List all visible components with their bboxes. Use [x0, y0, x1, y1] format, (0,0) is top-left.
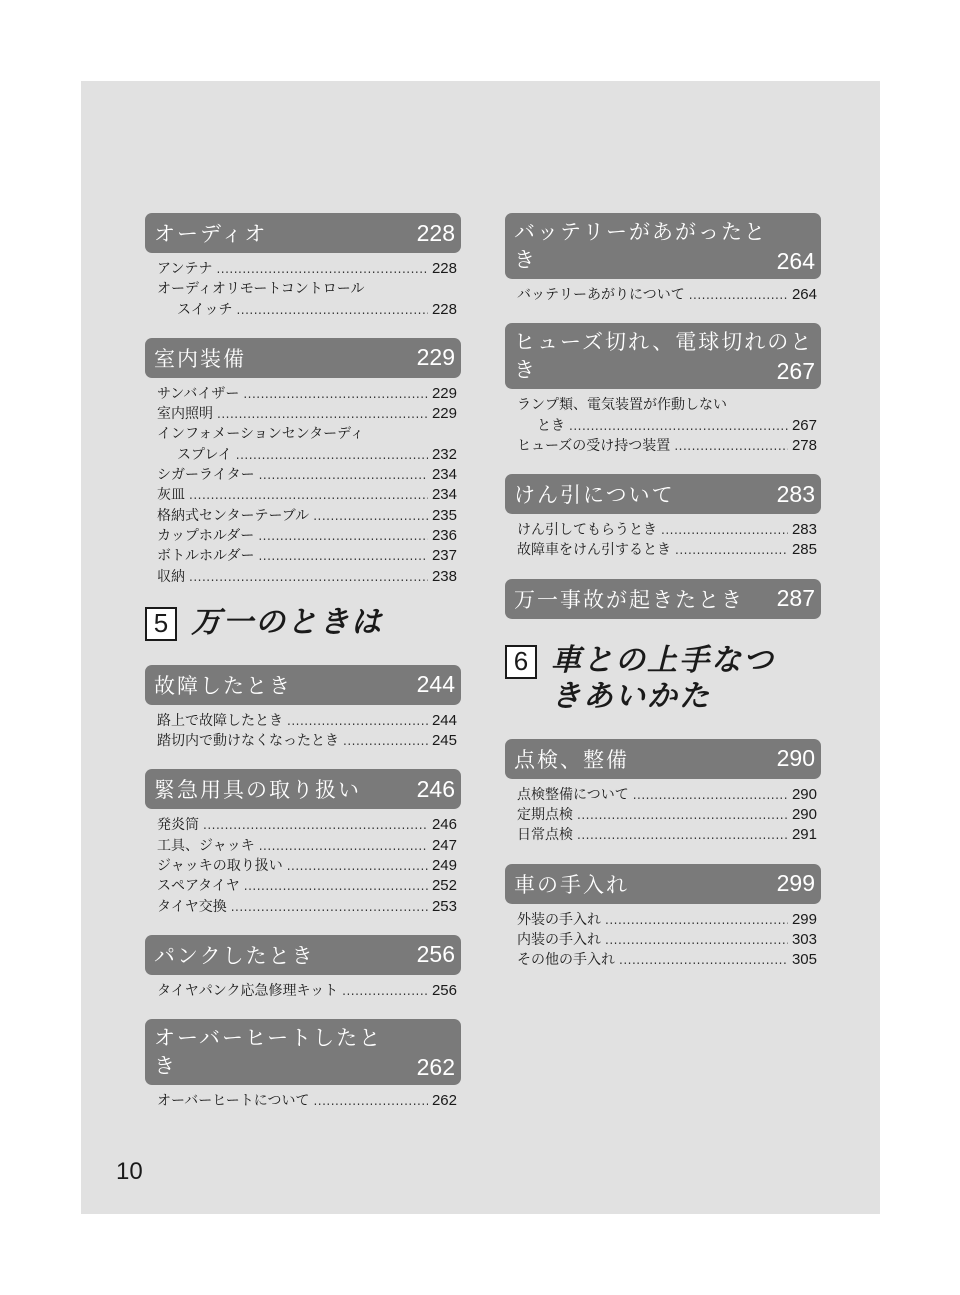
toc-entry-page: 229	[431, 405, 457, 423]
toc-entry-title: オーディオリモートコントロール	[157, 281, 365, 298]
toc-entry-page: 237	[431, 547, 457, 565]
toc-entry[interactable]	[517, 520, 817, 540]
section-title: ヒューズ切れ、電球切れのと き	[514, 330, 814, 383]
dot-leader	[577, 805, 788, 825]
toc-entry[interactable]	[157, 506, 457, 526]
dot-leader	[689, 285, 788, 305]
dot-leader	[259, 465, 428, 485]
toc-entry[interactable]	[517, 785, 817, 805]
dot-leader	[287, 856, 428, 876]
toc-entry-title: 室内照明	[157, 406, 213, 423]
section-header[interactable]	[505, 474, 821, 514]
toc-entry[interactable]	[157, 897, 457, 917]
toc-entry[interactable]	[157, 404, 457, 424]
section-header[interactable]	[505, 579, 821, 619]
toc-entry-title: 点検整備について	[517, 786, 629, 803]
toc-entry-row	[157, 300, 457, 320]
section-title: けん引について	[514, 483, 675, 508]
toc-entry[interactable]	[157, 259, 457, 279]
toc-entry[interactable]	[157, 711, 457, 731]
dot-leader	[259, 836, 428, 856]
toc-entry-page: 278	[791, 436, 817, 454]
chapter-number: 5	[145, 607, 177, 641]
dot-leader	[343, 731, 428, 751]
toc-entry-page: 246	[431, 816, 457, 834]
toc-entry-title: 灰皿	[157, 487, 185, 504]
toc-entry[interactable]	[157, 526, 457, 546]
section-title: 室内装備	[154, 346, 246, 371]
section-header[interactable]	[145, 769, 461, 809]
toc-entry-title: 定期点検	[517, 807, 573, 824]
dot-leader	[313, 1091, 428, 1111]
toc-entry-title-cont: スイッチ	[177, 301, 233, 318]
toc-entry-page: 252	[431, 877, 457, 895]
toc-entry[interactable]	[517, 540, 817, 560]
toc-entry-page: 228	[431, 260, 457, 277]
toc-entry-title: ジャッキの取り扱い	[157, 858, 283, 875]
dot-leader	[203, 815, 428, 835]
toc-entry-page: 290	[791, 806, 817, 824]
chapter-number: 6	[505, 645, 537, 679]
section-page-number: 267	[776, 358, 815, 385]
toc-entry-page: 283	[791, 521, 817, 539]
toc-entry-row	[517, 416, 817, 436]
chapter-title: 車との上手なつ きあいかた	[551, 642, 775, 714]
dot-leader	[674, 436, 788, 456]
section-title: 車の手入れ	[514, 872, 629, 897]
toc-entry-page: 244	[431, 711, 457, 729]
toc-entry[interactable]	[157, 836, 457, 856]
toc-entry-page: 305	[791, 951, 817, 969]
toc-entry-list	[145, 809, 461, 916]
toc-entry-title: 内装の手入れ	[517, 931, 601, 948]
section-page-number: 244	[416, 671, 455, 698]
toc-entry-title: アンテナ	[157, 261, 213, 277]
toc-entry[interactable]	[517, 395, 817, 436]
toc-entry-list	[505, 514, 821, 561]
toc-entry-title: タイヤパンク応急修理キット	[157, 982, 339, 999]
toc-entry-title: 発炎筒	[157, 817, 199, 834]
section-title: 万一事故が起きたとき	[514, 587, 744, 612]
toc-entry[interactable]	[157, 856, 457, 876]
section-page-number: 229	[416, 344, 455, 371]
toc-entry-list	[145, 253, 461, 320]
section-title: 故障したとき	[154, 673, 292, 698]
chapter-heading	[145, 605, 461, 641]
section-header[interactable]	[505, 864, 821, 904]
toc-entry-title: オーバーヒートについて	[157, 1093, 310, 1110]
dot-leader	[605, 930, 788, 950]
toc-entry[interactable]	[517, 285, 817, 305]
section-title: オーバーヒートしたと き	[154, 1026, 383, 1079]
dot-leader	[675, 540, 788, 560]
toc-entry-page: 285	[791, 541, 817, 559]
toc-left-column	[145, 213, 461, 1130]
toc-entry-title: ランプ類、電気装置が作動しない	[517, 397, 727, 414]
toc-entry[interactable]	[157, 384, 457, 404]
toc-entry-title: インフォメーションセンターディ	[157, 426, 365, 443]
toc-entry-title: 日常点検	[517, 827, 573, 844]
toc-entry-list	[505, 619, 821, 625]
page-number: 10	[116, 1158, 143, 1185]
dot-leader	[231, 897, 428, 917]
toc-entry[interactable]	[517, 910, 817, 930]
section-page-number: 228	[416, 219, 455, 246]
toc-entry-title: タイヤ交換	[157, 898, 227, 915]
toc-entry-page: 232	[431, 445, 457, 463]
dot-leader	[189, 485, 428, 505]
toc-entry-page: 290	[791, 785, 817, 803]
section-header[interactable]	[505, 739, 821, 779]
toc-entry-page: 299	[791, 910, 817, 928]
toc-entry[interactable]	[517, 930, 817, 950]
dot-leader	[633, 785, 788, 805]
section-page-number: 290	[776, 745, 815, 772]
toc-entry-title: 踏切内で動けなくなったとき	[157, 733, 339, 750]
dot-leader	[236, 300, 428, 320]
toc-entry[interactable]	[157, 567, 457, 587]
toc-entry-page: 291	[791, 826, 817, 844]
dot-leader	[217, 404, 428, 424]
toc-entry-title: その他の手入れ	[517, 952, 615, 969]
chapter-heading	[505, 643, 821, 715]
toc-entry-page: 228	[431, 300, 457, 318]
toc-entry[interactable]	[517, 805, 817, 825]
toc-entry[interactable]	[517, 825, 817, 845]
toc-entry-page: 262	[431, 1092, 457, 1110]
dot-leader	[661, 520, 788, 540]
toc-entry-page: 235	[431, 506, 457, 524]
toc-entry-page: 303	[791, 930, 817, 948]
toc-entry[interactable]	[157, 731, 457, 751]
toc-entry[interactable]	[157, 485, 457, 505]
toc-entry-page: 234	[431, 466, 457, 484]
toc-entry-title: カップホルダー	[157, 527, 255, 544]
toc-entry-page: 253	[431, 897, 457, 915]
toc-entry-title: けん引してもらうとき	[517, 522, 657, 539]
toc-entry-title: スペアタイヤ	[157, 878, 240, 895]
toc-entry-list	[505, 779, 821, 846]
toc-entry-page: 229	[431, 384, 457, 402]
section-page-number: 264	[776, 248, 815, 274]
section-header[interactable]	[145, 665, 461, 705]
toc-entry-list	[145, 1085, 461, 1111]
toc-entry-page: 256	[431, 981, 457, 999]
section-title: オーディオ	[154, 222, 268, 246]
toc-entry-title-cont: とき	[537, 417, 565, 434]
dot-leader	[216, 259, 428, 279]
section-header[interactable]	[145, 338, 461, 378]
dot-leader	[244, 876, 428, 896]
dot-leader	[258, 546, 428, 566]
dot-leader	[342, 981, 428, 1001]
dot-leader	[619, 950, 788, 970]
toc-entry-title: サンバイザー	[157, 385, 240, 402]
section-page-number: 287	[776, 585, 815, 612]
section-header[interactable]	[505, 323, 821, 389]
toc-entry[interactable]	[157, 279, 457, 320]
dot-leader	[605, 910, 788, 930]
toc-entry-list	[505, 904, 821, 971]
toc-entry-title: 外装の手入れ	[517, 911, 601, 928]
toc-entry-title-cont: スプレイ	[177, 446, 232, 463]
toc-entry[interactable]	[157, 876, 457, 896]
toc-entry-list	[505, 389, 821, 456]
toc-entry[interactable]	[517, 950, 817, 970]
toc-entry[interactable]	[157, 815, 457, 835]
toc-entry-page: 264	[791, 286, 817, 303]
dot-leader	[569, 416, 788, 436]
dot-leader	[313, 506, 428, 526]
toc-entry-page: 245	[431, 732, 457, 750]
toc-entry-title: ボトルホルダー	[157, 548, 255, 565]
toc-entry[interactable]	[157, 1091, 457, 1111]
toc-entry-page: 247	[431, 836, 457, 854]
toc-entry-title: 格納式センターテーブル	[157, 507, 310, 524]
toc-entry-list	[505, 279, 821, 305]
dot-leader	[236, 445, 428, 465]
toc-right-column	[505, 213, 821, 989]
section-header[interactable]	[145, 935, 461, 975]
section-title: 点検、整備	[514, 747, 629, 772]
section-title: パンクしたとき	[154, 943, 315, 968]
dot-leader	[577, 825, 788, 845]
toc-entry-title: シガーライター	[157, 467, 255, 484]
dot-leader	[189, 567, 428, 587]
toc-entry-page: 249	[431, 857, 457, 875]
section-page-number: 262	[416, 1054, 455, 1081]
toc-entry[interactable]	[517, 436, 817, 456]
dot-leader	[287, 711, 428, 731]
toc-entry[interactable]	[157, 424, 457, 465]
section-header[interactable]	[145, 213, 461, 253]
toc-entry[interactable]	[157, 981, 457, 1001]
dot-leader	[243, 384, 428, 404]
toc-entry-title: ヒューズの受け持つ装置	[517, 437, 671, 454]
section-page-number: 299	[776, 870, 815, 897]
section-page-number: 256	[416, 941, 455, 968]
section-header[interactable]	[505, 213, 821, 279]
toc-entry-list	[145, 975, 461, 1001]
toc-entry-row	[157, 445, 457, 465]
toc-entry-list	[145, 705, 461, 752]
toc-entry-page: 236	[431, 526, 457, 544]
toc-entry[interactable]	[157, 546, 457, 566]
toc-entry-title: 工具、ジャッキ	[157, 837, 255, 854]
section-page-number: 246	[416, 775, 455, 802]
toc-entry-title: 路上で故障したとき	[157, 712, 283, 729]
section-header[interactable]	[145, 1019, 461, 1085]
section-page-number: 283	[776, 480, 815, 507]
section-title: バッテリーがあがったと き	[514, 220, 767, 272]
chapter-title: 万一のときは	[191, 604, 383, 640]
toc-entry-page: 267	[791, 416, 817, 434]
dot-leader	[258, 526, 428, 546]
toc-entry-page: 238	[431, 567, 457, 585]
toc-entry-list	[145, 378, 461, 587]
toc-entry-title: バッテリーあがりについて	[517, 287, 685, 303]
toc-entry[interactable]	[157, 465, 457, 485]
toc-entry-title: 故障車をけん引するとき	[517, 542, 671, 559]
section-title: 緊急用具の取り扱い	[154, 778, 361, 803]
toc-entry-title: 収納	[157, 568, 185, 585]
toc-entry-page: 234	[431, 486, 457, 504]
